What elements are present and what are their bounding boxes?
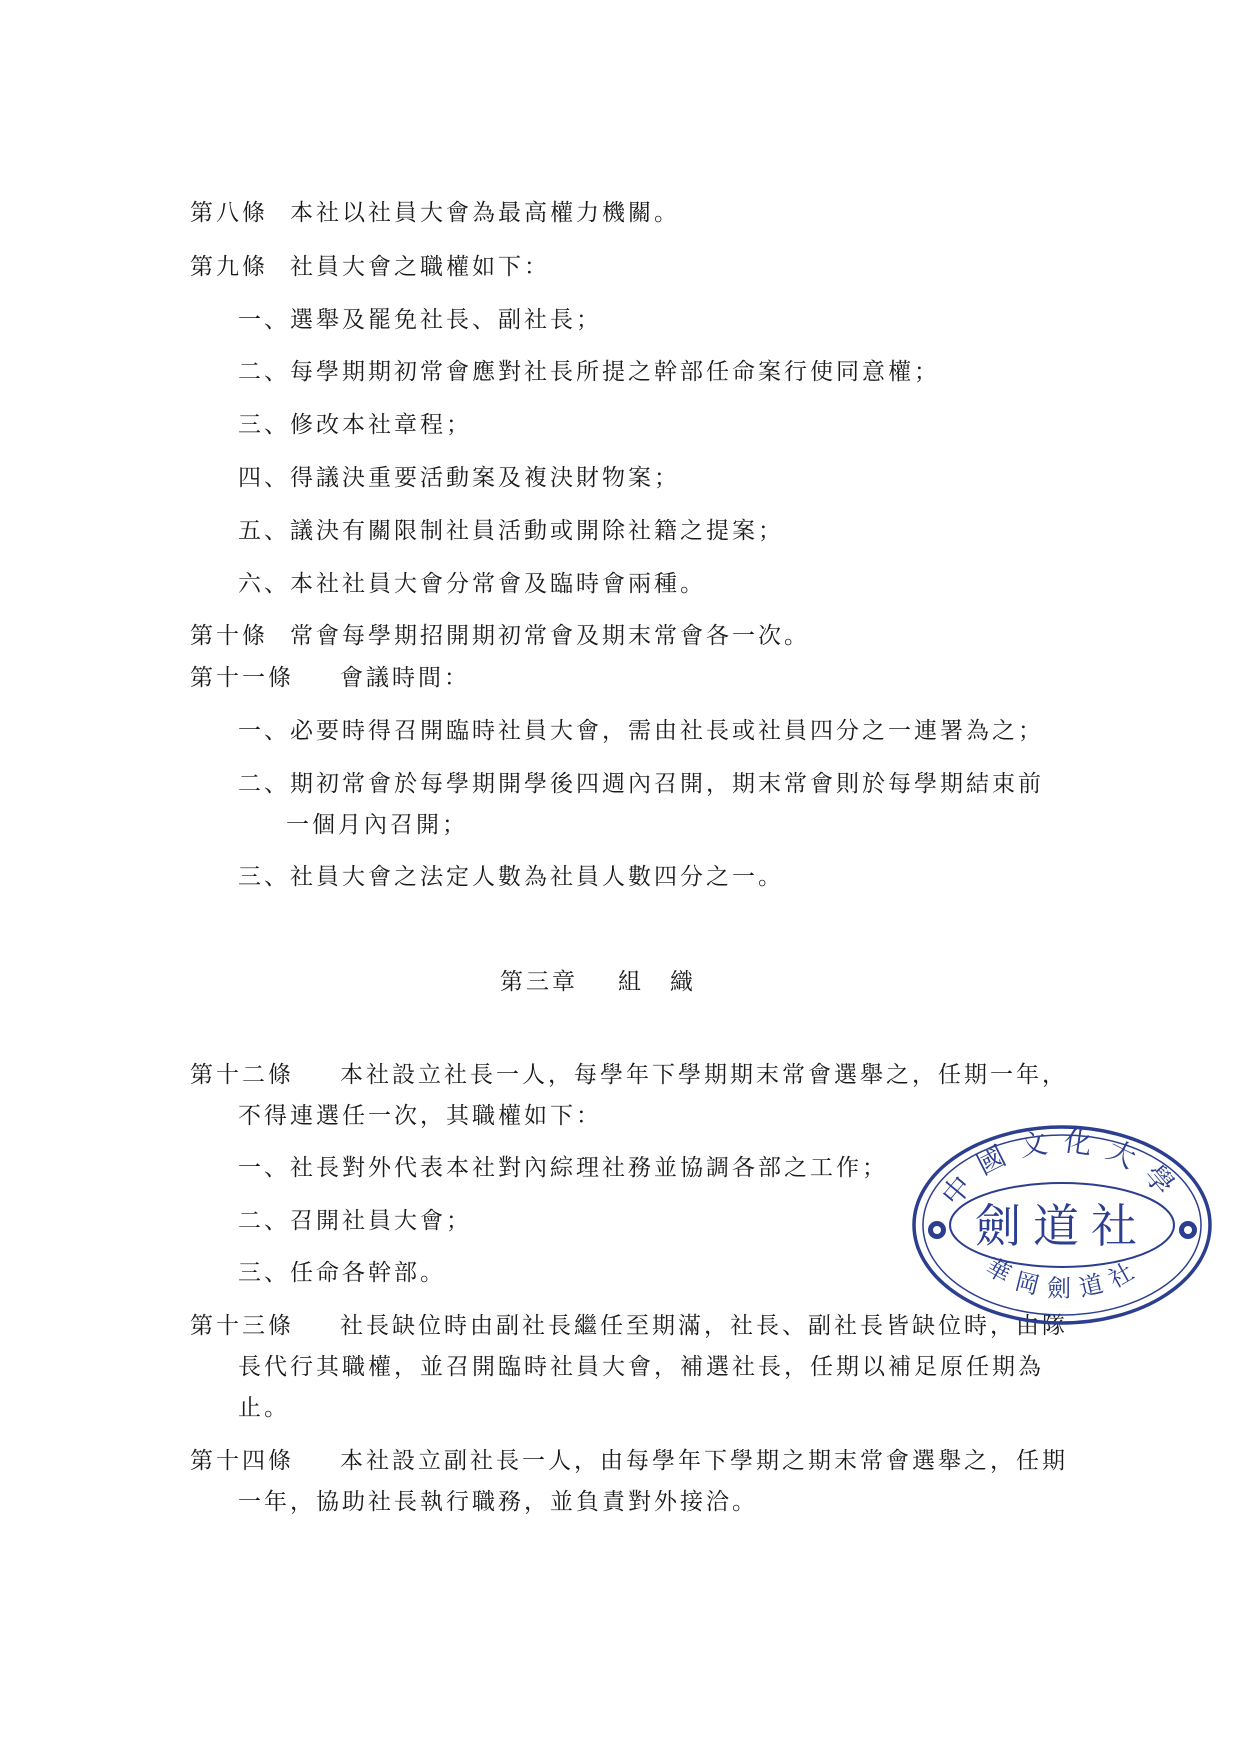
seal-top-text: 中國文化大學 — [935, 1124, 1190, 1212]
list-item: 三、修改本社章程； — [238, 412, 472, 438]
club-seal-stamp — [900, 1115, 1225, 1330]
article-text: 本社以社員大會為最高權力機關。 — [290, 200, 680, 226]
article-text-continuation: 一年，協助社長執行職務，並負責對外接洽。 — [238, 1489, 758, 1515]
seal-center-text: 劍道社 — [975, 1199, 1149, 1253]
list-item: 一、必要時得召開臨時社員大會，需由社長或社員四分之一連署為之； — [238, 718, 1044, 744]
article-label: 第十一條 — [190, 665, 294, 691]
article-label: 第十三條 — [190, 1313, 294, 1339]
seal-bottom-text: 華岡劍道社 — [980, 1252, 1148, 1303]
article-text-continuation: 不得連選任一次，其職權如下： — [238, 1103, 602, 1129]
article-text-continuation: 止。 — [238, 1395, 290, 1421]
article-11 — [190, 663, 470, 693]
article-label: 第十條 — [190, 623, 268, 649]
article-label: 第十二條 — [190, 1062, 294, 1088]
list-item: 二、每學期期初常會應對社長所提之幹部任命案行使同意權； — [238, 359, 940, 385]
chapter-heading — [500, 967, 696, 997]
list-item: 三、社員大會之法定人數為社員人數四分之一。 — [238, 864, 784, 890]
article-text: 本社設立社長一人，每學年下學期期末常會選舉之，任期一年， — [340, 1062, 1068, 1088]
list-item-continuation: 一個月內召開； — [286, 812, 468, 838]
list-item: 二、期初常會於每學期開學後四週內召開，期末常會則於每學期結束前 — [238, 771, 1044, 797]
article-8 — [190, 198, 680, 228]
list-item: 五、議決有關限制社員活動或開除社籍之提案； — [238, 518, 784, 544]
article-9 — [190, 252, 550, 282]
list-item: 六、本社社員大會分常會及臨時會兩種。 — [238, 571, 706, 597]
article-10 — [190, 621, 810, 651]
article-14 — [190, 1446, 1068, 1476]
emblem-right-icon — [1179, 1221, 1197, 1239]
list-item: 一、社長對外代表本社對內綜理社務並協調各部之工作； — [238, 1155, 888, 1181]
article-text: 會議時間： — [340, 665, 470, 691]
article-text: 社員大會之職權如下： — [290, 254, 550, 280]
chapter-title: 組 織 — [618, 969, 696, 995]
article-label: 第九條 — [190, 254, 268, 280]
list-item: 一、選舉及罷免社長、副社長； — [238, 307, 602, 333]
article-label: 第十四條 — [190, 1448, 294, 1474]
article-text: 常會每學期招開期初常會及期末常會各一次。 — [290, 623, 810, 649]
chapter-label: 第三章 — [500, 969, 578, 995]
svg-text:華岡劍道社 — [981, 1253, 1147, 1303]
list-item: 四、得議決重要活動案及複決財物案； — [238, 465, 680, 491]
article-text-continuation: 長代行其職權，並召開臨時社員大會，補選社長，任期以補足原任期為 — [238, 1354, 1044, 1380]
article-12 — [190, 1060, 1068, 1090]
article-label: 第八條 — [190, 200, 268, 226]
list-item: 二、召開社員大會； — [238, 1208, 472, 1234]
article-text: 本社設立副社長一人，由每學年下學期之期末常會選舉之，任期 — [340, 1448, 1068, 1474]
article-text: 社長缺位時由副社長繼任至期滿，社長、副社長皆缺位時，由隊 — [340, 1313, 1068, 1339]
emblem-left-icon — [928, 1221, 946, 1239]
list-item: 三、任命各幹部。 — [238, 1260, 446, 1286]
